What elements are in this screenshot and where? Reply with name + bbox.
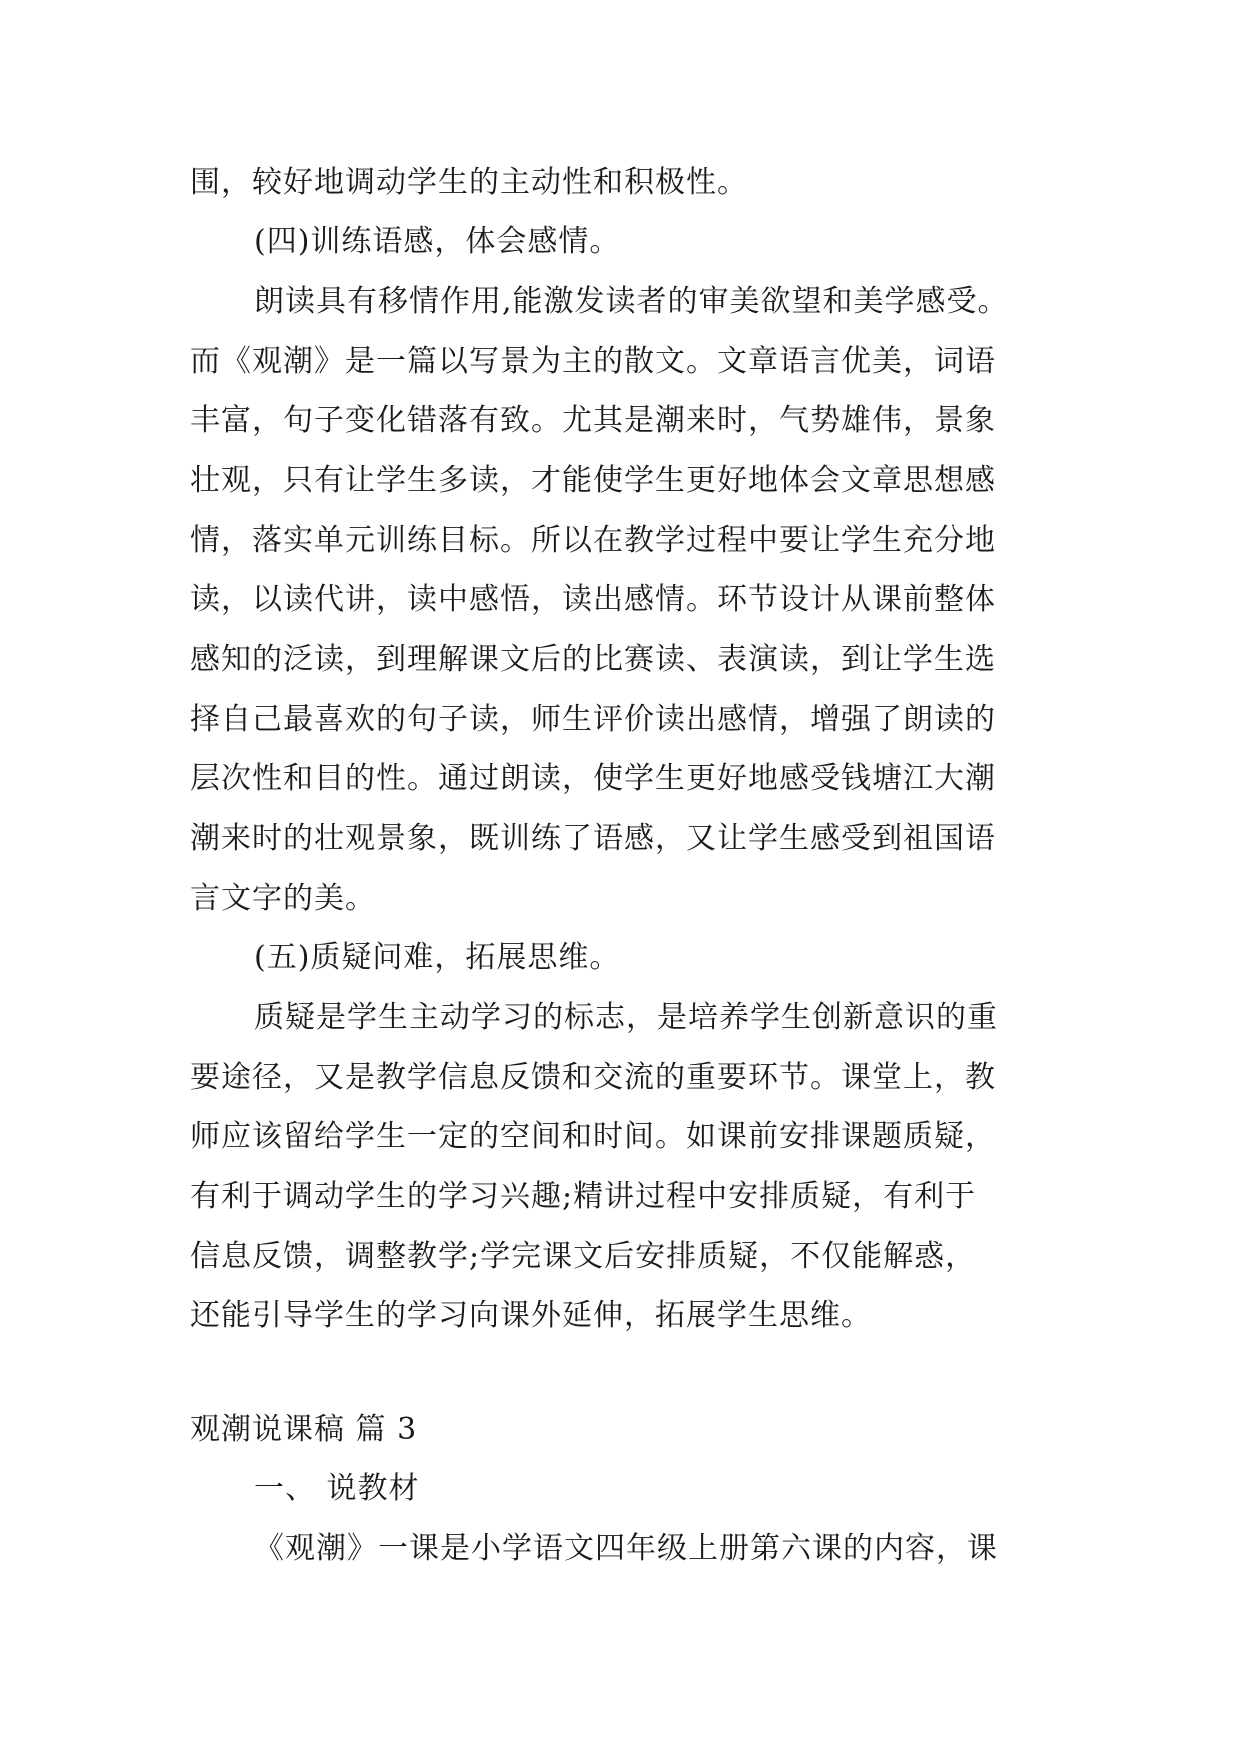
text-line: 壮观，只有让学生多读，才能使学生更好地体会文章思想感 bbox=[190, 463, 996, 498]
text-line: 信息反馈，调整教学;学完课文后安排质疑，不仅能解惑， bbox=[190, 1239, 977, 1274]
text-line: 要途径，又是教学信息反馈和交流的重要环节。课堂上，教 bbox=[190, 1060, 996, 1095]
text-line: 师应该留给学生一定的空间和时间。如课前安排课题质疑， bbox=[190, 1119, 996, 1154]
text-line: 朗读具有移情作用,能激发读者的审美欲望和美学感受。 bbox=[254, 284, 1009, 319]
text-line: 而《观潮》是一篇以写景为主的散文。文章语言优美，词语 bbox=[190, 344, 996, 379]
text-line: 读，以读代讲，读中感悟，读出感情。环节设计从课前整体 bbox=[190, 582, 996, 617]
text-line: 围，较好地调动学生的主动性和积极性。 bbox=[190, 165, 748, 200]
text-line: 言文字的美。 bbox=[190, 881, 376, 916]
text-line: 层次性和目的性。通过朗读，使学生更好地感受钱塘江大潮 bbox=[190, 761, 996, 796]
text-line: 丰富，句子变化错落有致。尤其是潮来时，气势雄伟，景象 bbox=[190, 403, 996, 438]
section-heading: (五)质疑问难，拓展思维。 bbox=[254, 940, 621, 975]
text-line: 潮来时的壮观景象，既训练了语感，又让学生感受到祖国语 bbox=[190, 821, 996, 856]
text-line: 择自己最喜欢的句子读，师生评价读出感情，增强了朗读的 bbox=[190, 702, 996, 737]
text-line: 情，落实单元训练目标。所以在教学过程中要让学生充分地 bbox=[190, 523, 996, 558]
text-line: 质疑是学生主动学习的标志，是培养学生创新意识的重 bbox=[254, 1000, 998, 1035]
section-heading: 一、 说教材 bbox=[254, 1471, 420, 1506]
section-heading: (四)训练语感，体会感情。 bbox=[254, 224, 621, 259]
text-line: 《观潮》一课是小学语文四年级上册第六课的内容，课 bbox=[254, 1531, 998, 1566]
text-line: 还能引导学生的学习向课外延伸，拓展学生思维。 bbox=[190, 1298, 872, 1333]
text-line: 感知的泛读，到理解课文后的比赛读、表演读，到让学生选 bbox=[190, 642, 996, 677]
article-title: 观潮说课稿 篇 3 bbox=[190, 1412, 418, 1447]
text-line: 有利于调动学生的学习兴趣;精讲过程中安排质疑，有利于 bbox=[190, 1179, 977, 1214]
